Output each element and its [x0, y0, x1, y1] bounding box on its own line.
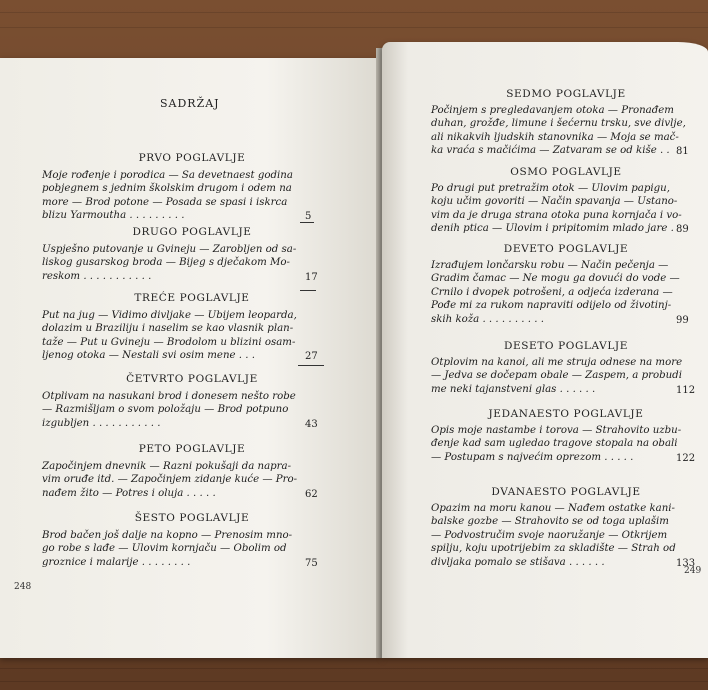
chapter-summary-line: Izrađujem lončarsku robu — Način pečenja —	[431, 260, 669, 271]
chapter-summary-line: ka vraća s mačićima — Zatvaram se od kiše . .	[431, 145, 670, 157]
chapter-page-number: 62	[305, 488, 318, 500]
chapter-summary-line: pobjegnem s jednim školskim drugom i odem na	[42, 183, 292, 195]
chapter-summary-line: Otplivam na nasukani brod i donesem nešto robe	[42, 391, 296, 402]
chapter-heading: PRVO POGLAVLJE	[138, 152, 246, 164]
chapter-summary-line: Pođe mi za rukom napraviti odijelo od životinj-	[431, 300, 672, 312]
toc-title: SADRŽAJ	[160, 97, 220, 110]
chapter-summary-line: — Razmišljam o svom položaju — Brod potpuno	[42, 404, 289, 416]
chapter-heading: DVANAESTO POGLAVLJE	[491, 486, 641, 498]
chapter-heading: ŠESTO POGLAVLJE	[134, 512, 250, 524]
chapter-summary-line: Uspješno putovanje u Gvineju — Zarobljen od sa-	[42, 244, 297, 255]
chapter-summary-line: me neki tajanstveni glas . . . . . .	[431, 383, 596, 395]
chapter-heading: TREĆE POGLAVLJE	[134, 292, 250, 304]
chapter-summary-line: taže — Put u Gvineju — Brodolom u blizini osam-	[42, 336, 296, 348]
chapter-summary-line: Crnilo i dvopek potrošeni, a odjeća izderana —	[431, 286, 673, 298]
chapter-heading: ČETVRTO POGLAVLJE	[126, 373, 258, 385]
pencil-underline	[298, 365, 324, 366]
pencil-underline	[300, 222, 314, 223]
chapter-summary-line: Brod bačen još dalje na kopno — Prenosim mno-	[42, 530, 293, 541]
chapter-page-number: 89	[676, 224, 689, 236]
chapter-summary-line: dolazim u Braziliju i naselim se kao vlasnik plan-	[42, 323, 294, 335]
chapter-page-number: 112	[676, 384, 696, 396]
chapter-summary-line: đenje kad sam ugledao tragove stopala na obali	[431, 438, 678, 450]
chapter-heading: SEDMO POGLAVLJE	[506, 88, 626, 100]
chapter-summary-line: izgubljen . . . . . . . . . . .	[42, 417, 161, 429]
chapter-summary-line: more — Brod potone — Posada se spasi i iskrca	[42, 196, 288, 208]
chapter-summary-line: spilju, koju upotrijebim za skladište — Strah od	[431, 543, 676, 555]
chapter-heading: PETO POGLAVLJE	[138, 443, 246, 455]
chapter-summary-line: Započinjem dnevnik — Razni pokušaji da napra-	[42, 461, 292, 472]
pencil-underline	[300, 290, 316, 291]
chapter-summary-line: Otplovim na kanoi, ali me struja odnese na more	[431, 357, 683, 368]
chapter-summary-line: Moje rođenje i porodica — Sa devetnaest godina	[42, 170, 293, 181]
chapter-page-number: 81	[676, 146, 689, 158]
chapter-summary-line: Počinjem s pregledavanjem otoka — Pronađem	[431, 105, 674, 116]
chapter-summary-line: groznice i malarije . . . . . . . .	[42, 556, 191, 568]
chapter-heading: DESETO POGLAVLJE	[503, 340, 628, 352]
chapter-heading: DEVETO POGLAVLJE	[503, 243, 629, 255]
chapter-heading: DRUGO POGLAVLJE	[132, 226, 252, 238]
chapter-heading: OSMO POGLAVLJE	[510, 166, 622, 178]
chapter-page-number: 75	[305, 557, 318, 569]
chapter-summary-line: denih ptica — Ulovim i pripitomim mlado jare .	[431, 223, 674, 235]
chapter-summary-line: skih koža . . . . . . . . . .	[431, 313, 544, 325]
chapter-summary-line: nađem žito — Potres i oluja . . . . .	[42, 487, 216, 499]
chapter-page-number: 43	[305, 418, 318, 430]
chapter-summary-line: divljaka pomalo se stišava . . . . . .	[431, 556, 605, 568]
chapter-summary-line: koju učim govoriti — Način spavanja — Ustano-	[431, 196, 678, 208]
chapter-summary-line: go robe s lađe — Ulovim kornjaču — Obolim od	[42, 543, 287, 555]
chapter-summary-line: Put na jug — Vidimo divljake — Ubijem leoparda,	[42, 310, 297, 321]
page-number-right: 249	[684, 566, 702, 576]
chapter-summary-line: vim oruđe itd. — Započinjem zidanje kuće — Pro-	[42, 474, 298, 486]
chapter-summary-line: Opis moje nastambe i torova — Strahovito uzbu-	[431, 425, 682, 436]
chapter-summary-line: ljenog otoka — Nestali svi osim mene . . .	[42, 350, 255, 362]
chapter-summary-line: reskom . . . . . . . . . . .	[42, 270, 152, 282]
chapter-summary-line: — Jedva se dočepam obale — Zaspem, a probudi	[431, 370, 682, 382]
chapter-summary-line: liskog gusarskog broda — Bijeg s dječakom Mo-	[42, 257, 291, 269]
chapter-page-number: 122	[676, 452, 696, 464]
chapter-summary-line: duhan, grožđe, limune i šećernu trsku, sve divlje,	[431, 118, 686, 130]
chapter-page-number: 17	[305, 271, 318, 283]
chapter-summary-line: Gradim čamac — Ne mogu ga dovući do vode —	[431, 273, 680, 285]
chapter-heading: JEDANAESTO POGLAVLJE	[488, 408, 644, 420]
chapter-summary-line: — Podvostručim svoje naoružanje — Otkrijem	[431, 529, 668, 541]
chapter-summary-line: balske gozbe — Strahovito se od toga uplašim	[431, 516, 669, 528]
page-number-left: 248	[14, 582, 32, 592]
chapter-page-number: 99	[676, 314, 689, 326]
chapter-summary-line: vim da je druga strana otoka puna kornjača i vo-	[431, 209, 682, 221]
chapter-summary-line: blizu Yarmoutha . . . . . . . . .	[42, 210, 185, 222]
chapter-summary-line: — Postupam s najvećim oprezom . . . . .	[431, 451, 634, 463]
chapter-summary-line: Po drugi put pretražim otok — Ulovim papigu,	[431, 183, 670, 194]
chapter-summary-line: ali nikakvih ljudskih stanovnika — Moja se mač-	[431, 131, 679, 143]
chapter-page-number: 27	[305, 351, 318, 363]
chapter-summary-line: Opazim na moru kanou — Nađem ostatke kani-	[431, 503, 675, 514]
chapter-page-number: 5	[305, 211, 312, 223]
chapter-page-number: 133	[676, 557, 696, 569]
